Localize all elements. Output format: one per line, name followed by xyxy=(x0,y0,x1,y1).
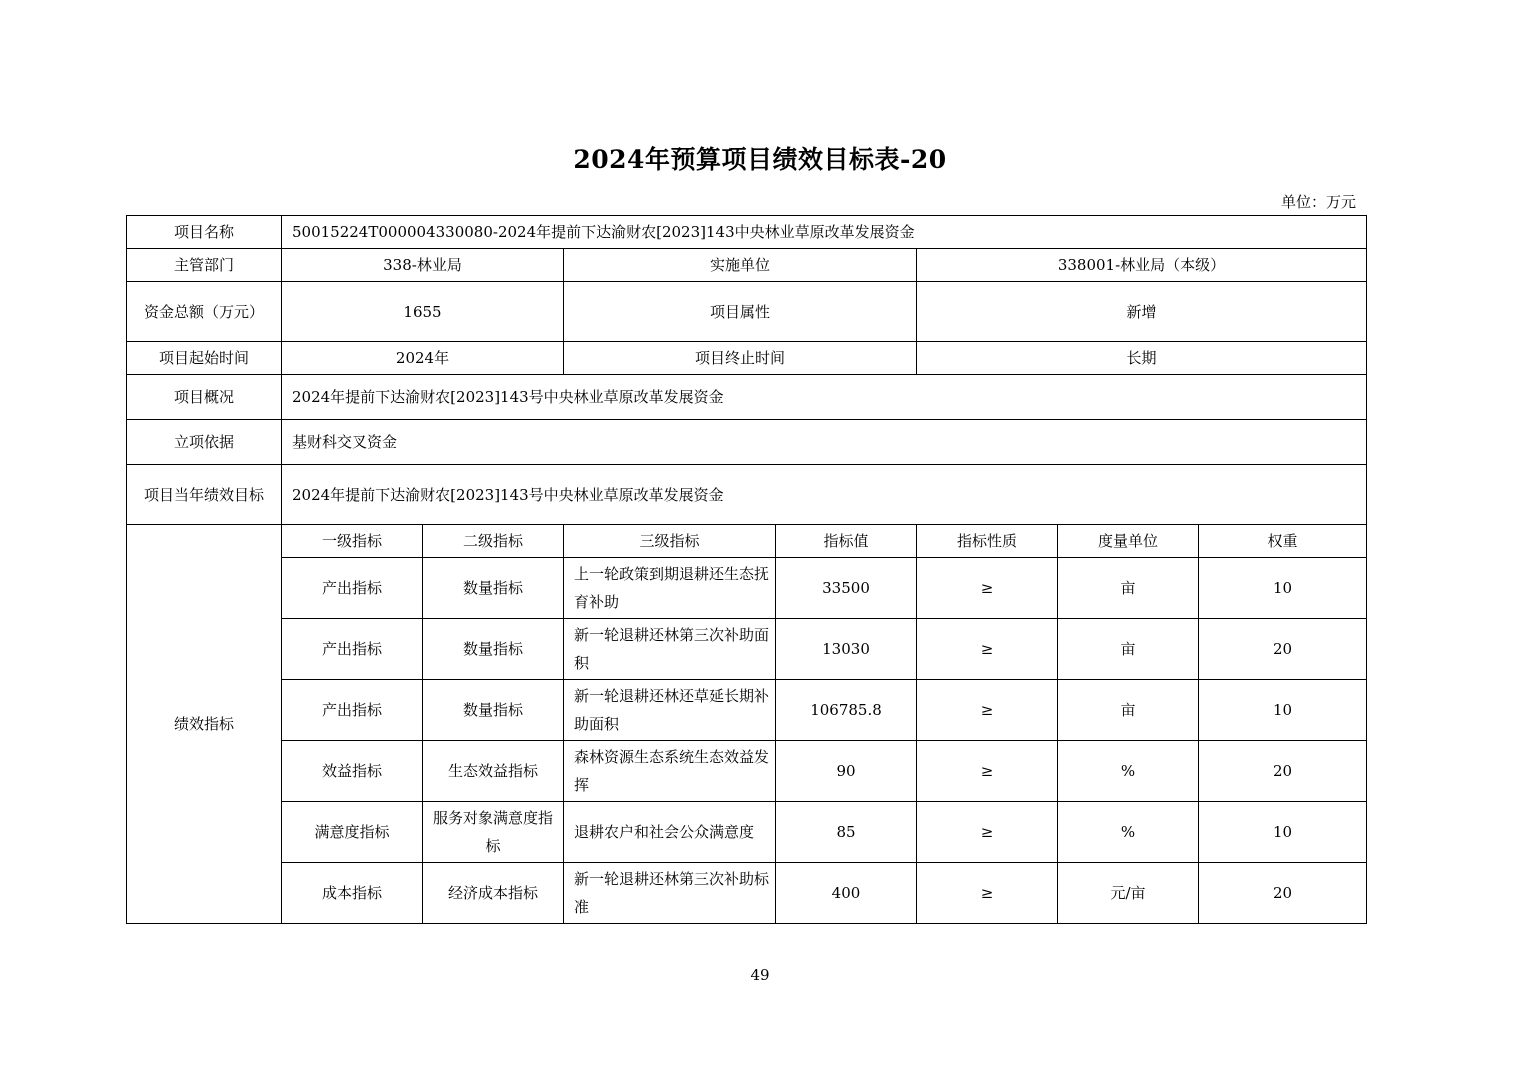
goal-value: 2024年提前下达渝财农[2023]143号中央林业草原改革发展资金 xyxy=(282,465,1367,525)
end-time-value: 长期 xyxy=(917,342,1367,375)
overview-label: 项目概况 xyxy=(127,375,282,420)
table-row xyxy=(127,558,1367,619)
header-level3: 三级指标 xyxy=(564,525,776,558)
basis-value: 基财科交叉资金 xyxy=(282,420,1367,465)
level1-cell: 成本指标 xyxy=(282,863,423,924)
level3-cell: 上一轮政策到期退耕还生态抚育补助 xyxy=(564,558,776,619)
unit-cell: 元/亩 xyxy=(1058,863,1199,924)
value-cell: 13030 xyxy=(776,619,917,680)
level3-cell: 新一轮退耕还林第三次补助面积 xyxy=(564,619,776,680)
attribute-value: 新增 xyxy=(917,282,1367,342)
level2-cell: 数量指标 xyxy=(423,619,564,680)
level1-cell: 产出指标 xyxy=(282,619,423,680)
level2-cell: 数量指标 xyxy=(423,558,564,619)
weight-cell: 20 xyxy=(1199,741,1367,802)
level3-cell: 退耕农户和社会公众满意度 xyxy=(564,802,776,863)
implementer-value: 338001-林业局（本级） xyxy=(917,249,1367,282)
header-level1: 一级指标 xyxy=(282,525,423,558)
value-cell: 33500 xyxy=(776,558,917,619)
nature-cell: ≥ xyxy=(917,863,1058,924)
start-time-value: 2024年 xyxy=(282,342,564,375)
level3-cell: 森林资源生态系统生态效益发挥 xyxy=(564,741,776,802)
page-title: 2024年预算项目绩效目标表-20 xyxy=(573,145,947,174)
project-name-label: 项目名称 xyxy=(127,216,282,249)
indicator-header-row xyxy=(127,525,1367,558)
table-row xyxy=(127,802,1367,863)
start-time-label: 项目起始时间 xyxy=(127,342,282,375)
unit-label: 单位：万元 xyxy=(1280,193,1356,211)
nature-cell: ≥ xyxy=(917,619,1058,680)
weight-cell: 20 xyxy=(1199,863,1367,924)
table-row xyxy=(127,619,1367,680)
unit-cell: 亩 xyxy=(1058,619,1199,680)
header-weight: 权重 xyxy=(1199,525,1367,558)
header-nature: 指标性质 xyxy=(917,525,1058,558)
end-time-label: 项目终止时间 xyxy=(564,342,917,375)
weight-cell: 10 xyxy=(1199,558,1367,619)
header-level2: 二级指标 xyxy=(423,525,564,558)
overview-value: 2024年提前下达渝财农[2023]143号中央林业草原改革发展资金 xyxy=(282,375,1367,420)
basis-label: 立项依据 xyxy=(127,420,282,465)
goal-label: 项目当年绩效目标 xyxy=(127,465,282,525)
level1-cell: 效益指标 xyxy=(282,741,423,802)
table-row xyxy=(127,741,1367,802)
nature-cell: ≥ xyxy=(917,741,1058,802)
weight-cell: 10 xyxy=(1199,680,1367,741)
unit-cell: % xyxy=(1058,741,1199,802)
department-label: 主管部门 xyxy=(127,249,282,282)
value-cell: 400 xyxy=(776,863,917,924)
implementer-label: 实施单位 xyxy=(564,249,917,282)
nature-cell: ≥ xyxy=(917,802,1058,863)
value-cell: 90 xyxy=(776,741,917,802)
weight-cell: 20 xyxy=(1199,619,1367,680)
header-value: 指标值 xyxy=(776,525,917,558)
indicators-section-label: 绩效指标 xyxy=(127,525,282,924)
nature-cell: ≥ xyxy=(917,558,1058,619)
unit-cell: 亩 xyxy=(1058,558,1199,619)
nature-cell: ≥ xyxy=(917,680,1058,741)
level3-cell: 新一轮退耕还林第三次补助标准 xyxy=(564,863,776,924)
department-value: 338-林业局 xyxy=(282,249,564,282)
unit-cell: % xyxy=(1058,802,1199,863)
funding-value: 1655 xyxy=(282,282,564,342)
level2-cell: 数量指标 xyxy=(423,680,564,741)
weight-cell: 10 xyxy=(1199,802,1367,863)
unit-cell: 亩 xyxy=(1058,680,1199,741)
header-unit: 度量单位 xyxy=(1058,525,1199,558)
project-name-value: 50015224T000004330080-2024年提前下达渝财农[2023]143中央林业草原改革发展资金 xyxy=(282,216,1367,249)
level2-cell: 服务对象满意度指标 xyxy=(423,802,564,863)
level1-cell: 满意度指标 xyxy=(282,802,423,863)
attribute-label: 项目属性 xyxy=(564,282,917,342)
table-row xyxy=(127,680,1367,741)
level2-cell: 生态效益指标 xyxy=(423,741,564,802)
level1-cell: 产出指标 xyxy=(282,680,423,741)
level2-cell: 经济成本指标 xyxy=(423,863,564,924)
table-row xyxy=(127,863,1367,924)
performance-table xyxy=(126,215,1367,924)
level3-cell: 新一轮退耕还林还草延长期补助面积 xyxy=(564,680,776,741)
value-cell: 106785.8 xyxy=(776,680,917,741)
level1-cell: 产出指标 xyxy=(282,558,423,619)
page-number: 49 xyxy=(750,966,770,984)
funding-label: 资金总额（万元） xyxy=(127,282,282,342)
value-cell: 85 xyxy=(776,802,917,863)
